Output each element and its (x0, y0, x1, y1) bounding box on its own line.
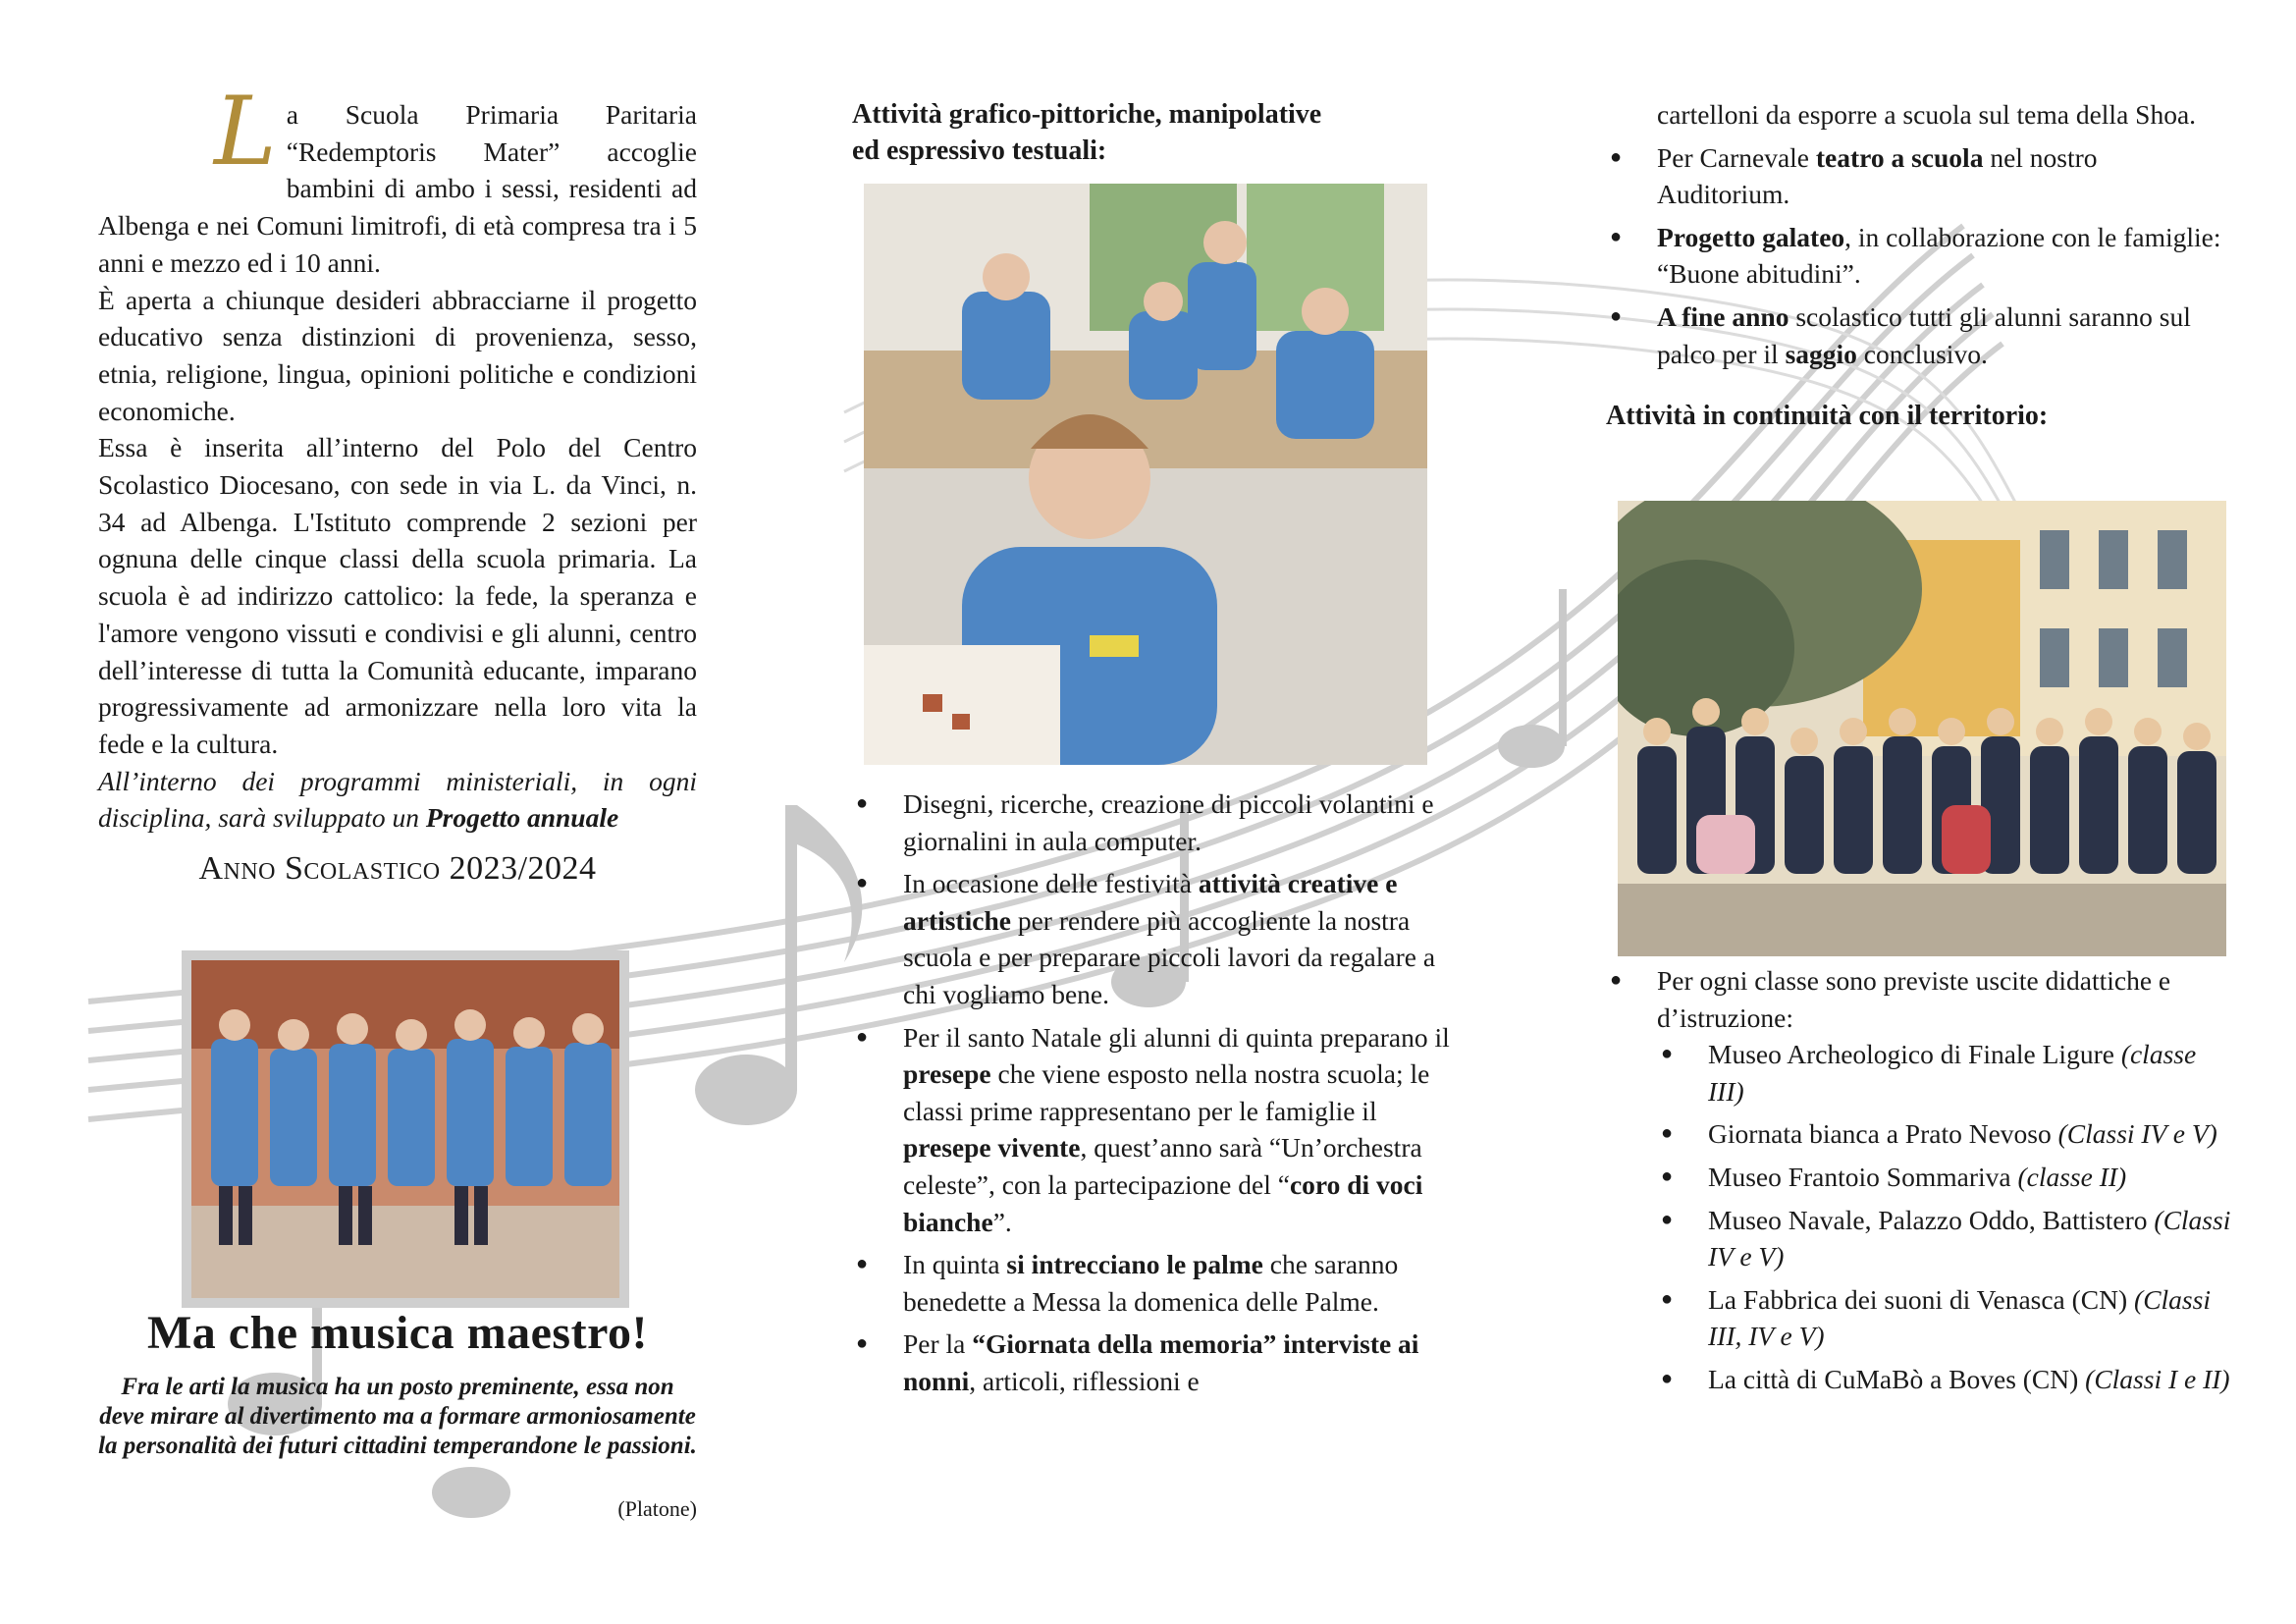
list-item: ● Disegni, ricerche, creazione di piccoli volantini e giornalini in aula computer. (852, 785, 1461, 859)
trip-item: ● Museo Navale, Palazzo Oddo, Battistero (Classi IV e V) (1657, 1202, 2234, 1275)
territory-heading: Attività in continuità con il territorio: (1606, 401, 2049, 432)
inclusion-paragraph: È aperta a chiunque desideri abbracciarne il progetto educativo senza distinzioni di provenienza, sesso, etnia, religione, lingua, opinioni politiche e condizioni economiche. (98, 284, 697, 426)
school-trip-photo (1618, 501, 2226, 956)
trip-item: ● Giornata bianca a Prato Nevoso (Classi IV e V) (1657, 1115, 2234, 1153)
intro-paragraph (98, 77, 697, 282)
activities-column (852, 96, 1461, 169)
trip-item: ● La città di CuMaBò a Boves (CN) (Classi I e II) (1657, 1361, 2234, 1398)
drop-cap: L (214, 77, 277, 187)
school-year: Anno Scolastico 2023/2024 (198, 850, 597, 888)
plato-quote: Fra le arti la musica ha un posto preminente, essa non deve mirare al divertimento ma a formare armoniosamente la personalità dei futuri cittadini temperandone le passioni. (98, 1374, 697, 1459)
classroom-photo (864, 184, 1427, 765)
music-recorder-photo (182, 950, 629, 1308)
creative-activities-heading: Attività grafico-pittoriche, manipolative ed espressivo testuali: (852, 99, 1322, 166)
creative-activities-list (852, 785, 1461, 1400)
list-item: ● Per la “Giornata della memoria” interviste ai nonni, articoli, riflessioni e (852, 1326, 1461, 1399)
trip-item: ● La Fabbrica dei suoni di Venasca (CN) (Classi III, IV e V) (1657, 1281, 2234, 1355)
quote-author: (Platone) (617, 1496, 697, 1521)
trip-item: ● Museo Archeologico di Finale Ligure (classe III) (1657, 1036, 2234, 1110)
intro-text: a Scuola Primaria Paritaria “Redemptoris Mater” accoglie bambini di ambo i sessi, residenti ad Albenga e nei Comuni limitrofi, di età compresa tra i 5 anni e mezzo ed i 10 anni. (98, 99, 697, 278)
shoa-continuation: cartelloni da esporre a scuola sul tema della Shoa. (1657, 99, 2197, 130)
annual-project-label: Progetto annuale (425, 802, 619, 834)
creative-activities-list-wrap (852, 785, 1461, 1406)
trips-intro-list (1606, 962, 2234, 1398)
events-list (1606, 139, 2234, 373)
list-item: ● Per il santo Natale gli alunni di quinta preparano il presepe che viene esposto nella nostra scuola; le classi prime rappresentano per le famiglie il presepe vivente, quest’anno sarà “Un’orchestra celeste”, con la partecipazione del “coro di voci bianche”. (852, 1019, 1461, 1241)
list-item: ● Progetto galateo, in collaborazione con le famiglie: “Buone abitudini”. (1606, 219, 2234, 293)
intro-column (98, 77, 697, 888)
list-item: ● In quinta si intrecciano le palme che saranno benedette a Messa la domenica delle Palme. (852, 1246, 1461, 1320)
territory-column (1606, 96, 2234, 434)
trips-list (1657, 1036, 2234, 1397)
list-item: ● In occasione delle festività attività creative e artistiche per rendere più accogliente la nostra scuola e per preparare piccoli lavori da regalare a chi vogliamo bene. (852, 865, 1461, 1012)
school-paragraph: Essa è inserita all’interno del Polo del Centro Scolastico Diocesano, con sede in via L. da Vinci, n. 34 ad Albenga. L'Istituto comprende 2 sezioni per ognuna delle cinque classi della scuola primaria. La scuola è ad indirizzo cattolico: la fede, la speranza e l'amore vengono vissuti e condivisi e gli alunni, centro dell’interesse di tutta la Comunità educante, imparano progressivamente ad armonizzare nella loro vita la fede e la cultura. (98, 432, 697, 759)
trip-item: ● Museo Frantoio Sommariva (classe II) (1657, 1159, 2234, 1196)
list-item: ● Per Carnevale teatro a scuola nel nostro Auditorium. (1606, 139, 2234, 213)
annual-project-note: All’interno dei programmi ministeriali, in ogni disciplina, sarà sviluppato un Progetto annuale (98, 765, 697, 834)
trips-section (1606, 962, 2234, 1404)
list-item: ● Per ogni classe sono previste uscite didattiche e d’istruzione: ● Museo Archeologico di Finale Ligure (classe III) ● Giornata bianca a Prato Nevoso (Classi IV e V) ● Museo Frantoio Sommariva (classe II) ● Museo Navale, Palazzo Oddo, Battistero (Classi IV e V) ● La Fabbrica dei suoni di Venasca (CN) (Classi III, IV e V) ● La città di CuMaBò a Boves (CN) (Classi I e II) (1606, 962, 2234, 1398)
list-item: ● A fine anno scolastico tutti gli alunni saranno sul palco per il saggio conclusivo. (1606, 298, 2234, 372)
music-title: Ma che musica maestro! (147, 1307, 648, 1359)
